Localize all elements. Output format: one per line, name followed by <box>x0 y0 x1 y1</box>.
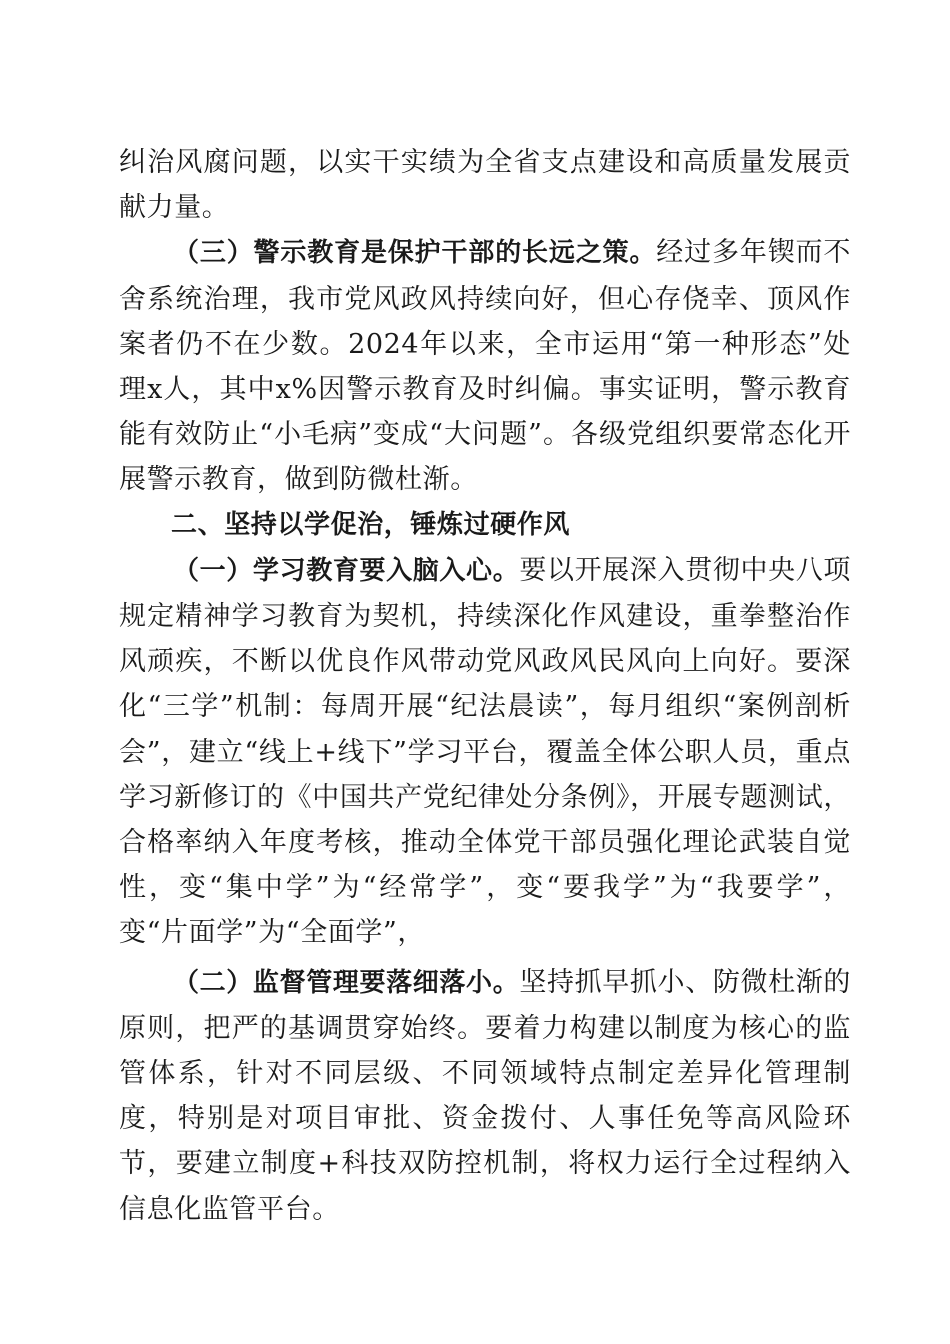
paragraph-study-education <box>119 548 851 956</box>
paragraph-text: 经过多年锲而不舍系统治理，我市党风政风持续向好，但心存侥幸、顶风作案者仍不在少数。2024年以来，全市运用“第一种形态”处理x人，其中x%因警示教育及时纠偏。事实证明，警示教育能有效防止“小毛病”变成“大问题”。各级党组织要常态化开展警示教育，做到防微杜渐。 <box>119 237 851 496</box>
paragraph-warning-education <box>119 230 851 502</box>
document-body <box>119 140 851 1232</box>
paragraph-supervision <box>119 960 851 1232</box>
paragraph-continuation <box>119 140 851 230</box>
paragraph-lead: （三）警示教育是保护干部的长远之策。 <box>173 238 657 269</box>
section-heading: 二、坚持以学促治，锤炼过硬作风 <box>171 509 571 540</box>
paragraph-text: 纠治风腐问题，以实干实绩为全省支点建设和高质量发展贡献力量。 <box>119 147 851 224</box>
paragraph-text: 坚持抓早抓小、防微杜渐的原则，把严的基调贯穿始终。要着力构建以制度为核心的监管体系，针对不同层级、不同领域特点制定差异化管理制度，特别是对项目审批、资金拨付、人事任免等高风险环节，要建立制度+科技双防控机制，将权力运行全过程纳入信息化监管平台。 <box>119 966 851 1225</box>
paragraph-text: 要以开展深入贯彻中央八项规定精神学习教育为契机，持续深化作风建设，重拳整治作风顽疾，不断以优良作风带动党风政风民风向上向好。要深化“三学”机制：每周开展“纪法晨读”，每月组织“案例剖析会”，建立“线上+线下”学习平台，覆盖全体公职人员，重点学习新修订的《中国共产党纪律处分条例》，开展专题测试，合格率纳入年度考核，推动全体党干部员强化理论武装自觉性，变“集中学”为“经常学”，变“要我学”为“我要学”，变“片面学”为“全面学”， <box>119 554 851 949</box>
paragraph-lead: （二）监督管理要落细落小。 <box>173 967 520 998</box>
paragraph-lead: （一）学习教育要入脑入心。 <box>173 555 520 586</box>
